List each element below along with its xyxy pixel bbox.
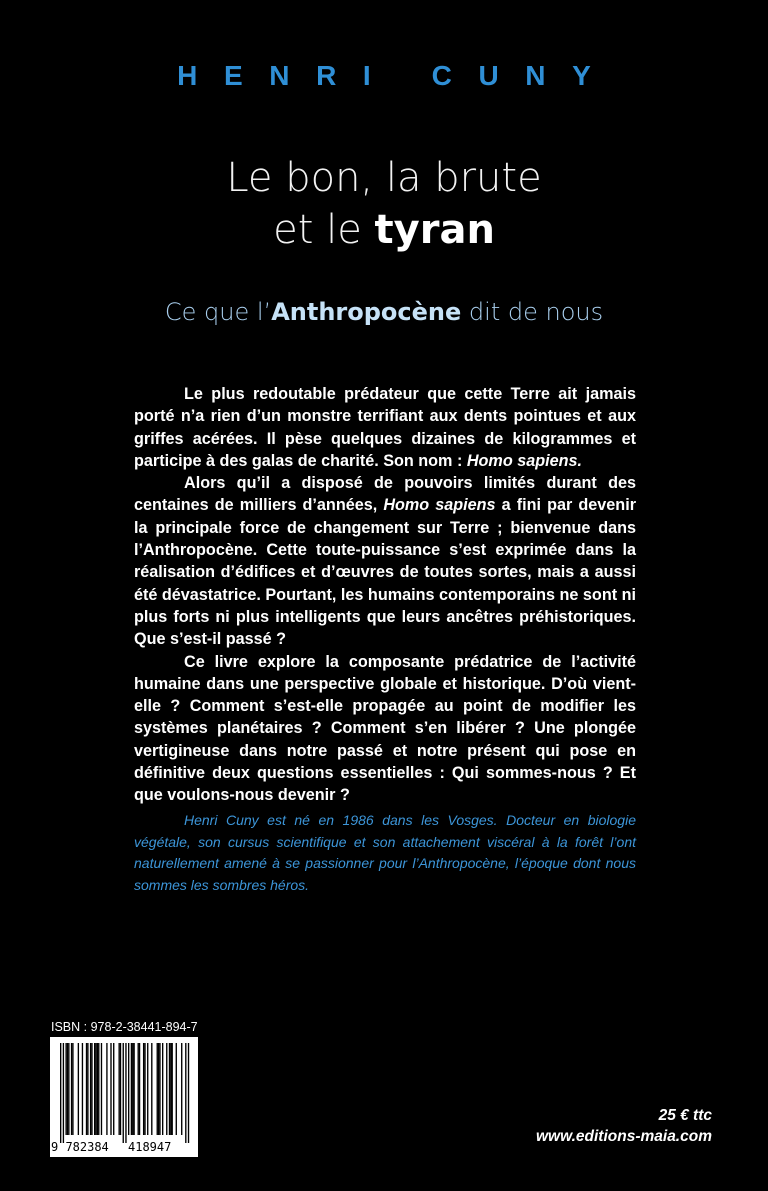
back-cover-blurb: [134, 383, 636, 807]
barcode-bar: [90, 1043, 91, 1135]
barcode-bar: [98, 1043, 99, 1135]
blurb-paragraph-2: [134, 472, 636, 650]
blurb-p1-text: Le plus redoutable prédateur que cette Terre ait jamais porté n’a rien d’un monstre terrifiant aux dents pointues et aux griffes acérées. Il pèse quelques dizaines de kilogrammes et participe à des galas de charité. Son nom :: [134, 385, 636, 470]
barcode-bar: [101, 1043, 102, 1135]
barcode-bar: [188, 1043, 189, 1143]
subtitle-suffix: dit de nous: [461, 298, 604, 326]
barcode-bar: [78, 1043, 79, 1135]
barcode-bar: [158, 1043, 159, 1135]
barcode-bar: [159, 1043, 160, 1135]
isbn-barcode: [50, 1037, 198, 1157]
barcode-bar: [151, 1043, 152, 1135]
barcode-bar: [94, 1043, 95, 1135]
blurb-p1-species: Homo sapiens.: [466, 451, 582, 470]
barcode-bar: [133, 1043, 134, 1135]
book-subtitle: [0, 298, 768, 326]
barcode-bar: [106, 1043, 107, 1135]
barcode-bar: [166, 1043, 167, 1135]
barcode-bar: [157, 1043, 158, 1135]
barcode-bar: [110, 1043, 111, 1135]
book-title: [0, 152, 768, 256]
barcode-bar: [181, 1043, 182, 1135]
blurb-p2-species: Homo sapiens: [383, 496, 496, 515]
barcode-bar: [170, 1043, 171, 1135]
barcode-bar: [132, 1043, 133, 1135]
barcode-bar: [169, 1043, 170, 1135]
subtitle-prefix: Ce que l’: [164, 298, 272, 326]
publisher-website: www.editions-maia.com: [536, 1128, 712, 1145]
title-line-1: Le bon, la brute: [226, 155, 542, 201]
barcode-bar: [60, 1043, 61, 1143]
title-line-2-prefix: et le: [273, 207, 375, 253]
barcode-digits: 9: [51, 1140, 59, 1154]
title-line-2: [0, 204, 768, 256]
barcode-bar: [87, 1043, 88, 1135]
barcode-bar: [86, 1043, 87, 1135]
barcode-bar: [67, 1043, 68, 1135]
barcode-bar: [95, 1043, 96, 1135]
barcode-bar: [68, 1043, 69, 1135]
barcode-bar: [123, 1043, 124, 1143]
barcode-bar: [162, 1043, 163, 1135]
barcode-bar: [143, 1043, 144, 1135]
barcode-bar: [147, 1043, 148, 1135]
price: 25 € ttc: [658, 1107, 712, 1124]
barcode-graphic: [50, 1037, 198, 1157]
barcode-bar: [185, 1043, 186, 1143]
blurb-p2-text-b: a fini par devenir la principale force de changement sur Terre ; bienvenue dans l’Anthropocène. Cette toute-puissance s’est exprimée dans la réalisation d’édifices et d’œuvres de toutes sortes, mais a aussi été dévastatrice. Pourtant, les humains contemporains ne sont ni plus forts ni plus intelligents que leurs ancêtres préhistoriques. Que s’est-il passé ?: [134, 496, 636, 649]
isbn-label: ISBN : 978-2-38441-894-7: [51, 1020, 198, 1034]
barcode-bar: [118, 1043, 119, 1135]
barcode-digits: 418947: [128, 1140, 172, 1154]
barcode-bar: [97, 1043, 98, 1135]
barcode-bar: [144, 1043, 145, 1135]
barcode-bar: [72, 1043, 73, 1135]
barcode-bar: [138, 1043, 139, 1135]
barcode-bar: [63, 1043, 64, 1143]
barcode-bar: [120, 1043, 121, 1135]
blurb-paragraph-1: [134, 383, 636, 472]
barcode-bar: [176, 1043, 177, 1135]
barcode-bar: [128, 1043, 129, 1135]
blurb-p2-text-a: Alors qu’il a disposé de pouvoirs limités durant des centaines de milliers d’années,: [134, 474, 636, 515]
barcode-bar: [131, 1043, 132, 1135]
barcode-bar: [125, 1043, 126, 1143]
blurb-paragraph-3: Ce livre explore la composante prédatrice de l’activité humaine dans une perspective globale et historique. D’où vient-elle ? Comment s’est-elle propagée au point de modifier les systèmes planétaires ? Comment s’en libérer ? Une plongée vertigineuse dans notre passé et notre présent qui pose en définitive deux questions essentielles : Qui sommes-nous ? Et que voulons-nous devenir ?: [134, 652, 636, 805]
barcode-bar: [139, 1043, 140, 1135]
barcode-bar: [91, 1043, 92, 1135]
barcode-bar: [172, 1043, 173, 1135]
author-name: HENRI CUNY: [177, 60, 618, 91]
barcode-bar: [65, 1043, 66, 1135]
subtitle-emphasis: Anthropocène: [271, 298, 462, 326]
barcode-digits: 782384: [65, 1140, 109, 1154]
barcode-bar: [82, 1043, 83, 1135]
title-emphasis: tyran: [374, 207, 495, 253]
barcode-bar: [113, 1043, 114, 1135]
author-bio: Henri Cuny est né en 1986 dans les Vosges. Docteur en biologie végétale, son cursus scientifique et son attachement viscéral à la forêt l’ont naturellement amené à se passionner pour l’Anthropocène, l’époque dont nous sommes les sombres héros.: [134, 812, 636, 893]
barcode-bar: [71, 1043, 72, 1135]
